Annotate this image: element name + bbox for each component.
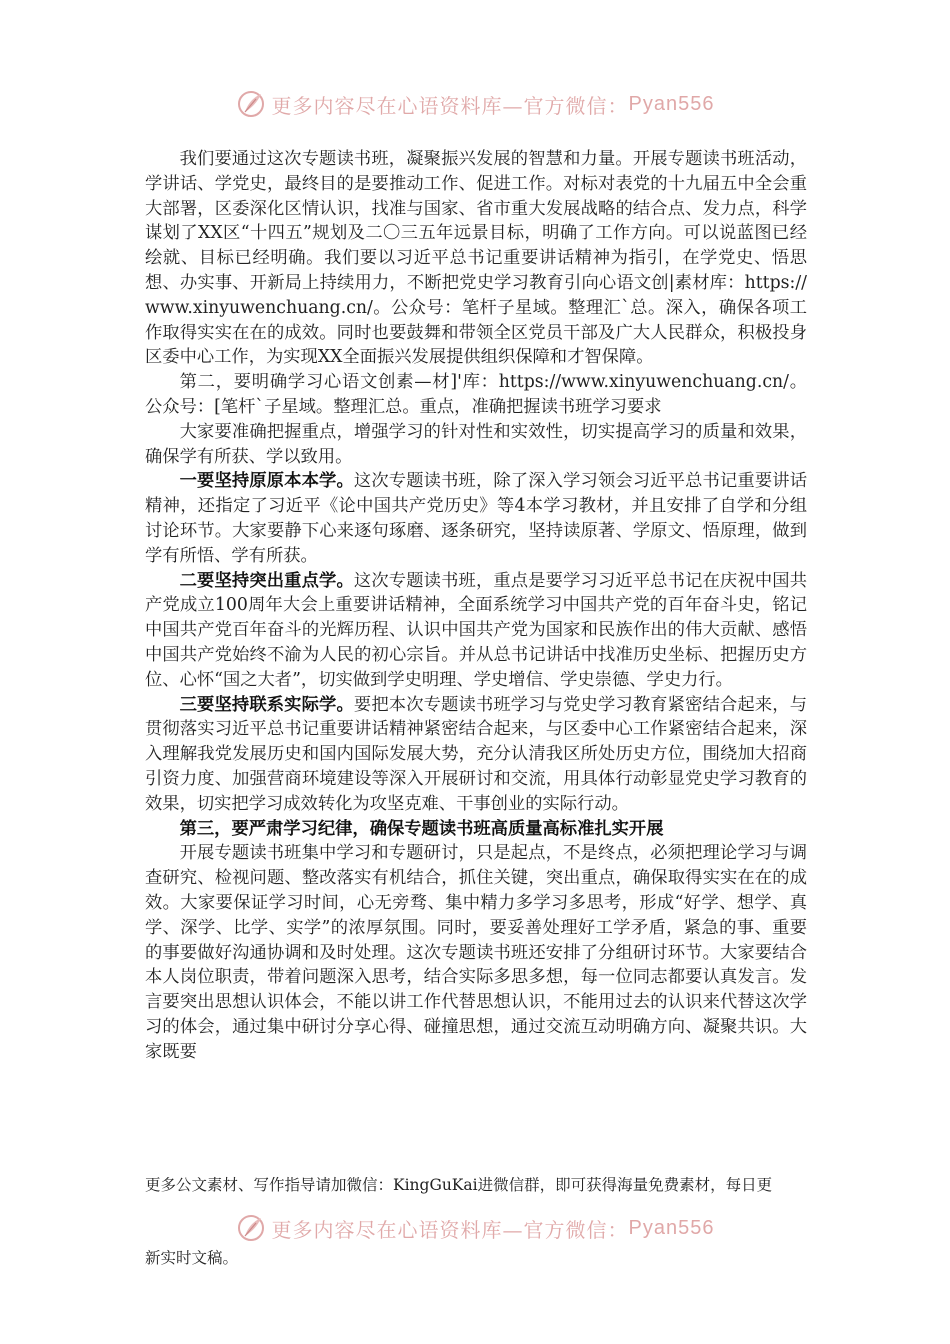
section-three-heading: 第三，要严肃学习纪律，确保专题读书班高质量高标准扎实开展 xyxy=(179,818,664,839)
banner-wechat-id: Pyan556 xyxy=(628,92,715,115)
feather-logo-icon xyxy=(236,89,266,119)
feather-logo-icon xyxy=(236,1213,266,1243)
header-watermark-banner xyxy=(0,84,950,124)
footer-promo-line: 更多公文素材、写作指导请加微信：KingGuKai进微信群，即可获得海量免费素材，每日更 xyxy=(145,1176,773,1194)
paragraph-section-two: 第二，要明确学习心语文创素—材]'库：https://www.xinyuwenchuang.cn/。公众号：[笔杆`子星域。整理汇总。重点，准确把握读书班学习要求 xyxy=(145,372,807,417)
footer-watermark-banner xyxy=(0,1208,950,1248)
footer-promo-line-continued: 新实时文稿。 xyxy=(145,1249,239,1267)
paragraph-discipline: 开展专题读书班集中学习和专题研讨，只是起点，不是终点，必须把理论学习与调查研究、检视问题、整改落实有机结合，抓住关键，突出重点，确保取得实实在在的成效。大家要保证学习时间，心无旁骛、集中精力多学习多思考，形成“好学、想学、真学、深学、比学、实学”的浓厚氛围。同时，要妥善处理好工学矛盾，紧急的事、重要的事要做好沟通协调和及时处理。这次专题读书班还安排了分组研讨环节。大家要结合本人岗位职责，带着问题深入思考，结合实际多思多想，每一位同志都要认真发言。发言要突出思想认识体会，不能以讲工作代替思想认识，不能用过去的认识来代替这次学习的体会，通过集中研讨分享心得、碰撞思想，通过交流互动明确方向、凝聚共识。大家既要 xyxy=(145,843,807,1062)
paragraph-point-two: 二要坚持突出重点学。这次专题读书班，重点是要学习习近平总书记在庆祝中国共产党成立100周年大会上重要讲话精神，全面系统学习中国共产党的百年奋斗史，铭记中国共产党百年奋斗的光辉历程、认识中国共产党为国家和民族作出的伟大贡献、感悟中国共产党始终不渝为人民的初心宗旨。并从总书记讲话中找准历史坐标、把握历史方位、心怀“国之大者”，切实做到学史明理、学史增信、学史崇德、学史力行。 xyxy=(145,570,807,690)
document-body xyxy=(145,147,807,1064)
banner-wechat-id: Pyan556 xyxy=(628,1216,715,1239)
paragraph-focus: 大家要准确把握重点，增强学习的针对性和实效性，切实提高学习的质量和效果，确保学有所获、学以致用。 xyxy=(145,421,807,467)
paragraph-point-one: 一要坚持原原本本学。这次专题读书班，除了深入学习领会习近平总书记重要讲话精神，还指定了习近平《论中国共产党历史》等4本学习教材，并且安排了自学和分组讨论环节。大家要静下心来逐句琢磨、逐条研究，坚持读原著、学原文、悟原理，做到学有所悟、学有所获。 xyxy=(145,471,807,566)
paragraph-intro: 我们要通过这次专题读书班，凝聚振兴发展的智慧和力量。开展专题读书班活动，学讲话、学党史，最终目的是要推动工作、促进工作。对标对表党的十九届五中全会重大部署，区委深化区情认识，找准与国家、省市重大发展战略的结合点、发力点，科学谋划了XX区“十四五”规划及二〇三五年远景目标，明确了工作方向。可以说蓝图已经绘就、目标已经明确。我们要以习近平总书记重要讲话精神为指引，在学党史、悟思想、办实事、开新局上持续用力，不断把党史学习教育引向心语文创|素材库：https://www.xinyuwenchuang.cn/。公众号：笔杆子星域。整理汇`总。深入，确保各项工作取得实实在在的成效。同时也要鼓舞和带领全区党员干部及广大人民群众，积极投身区委中心工作，为实现XX全面振兴发展提供组织保障和才智保障。 xyxy=(145,149,807,368)
banner-text: 更多内容尽在心语资料库—官方微信： xyxy=(271,1217,629,1242)
banner-text: 更多内容尽在心语资料库—官方微信： xyxy=(271,93,629,118)
paragraph-point-three: 三要坚持联系实际学。要把本次专题读书班学习与党史学习教育紧密结合起来，与贯彻落实习近平总书记重要讲话精神紧密结合起来，与区委中心工作紧密结合起来，深入理解我党发展历史和国内国际发展大势，充分认清我区所处历史方位，围绕加大招商引资力度、加强营商环境建设等深入开展研讨和交流，用具体行动彰显党史学习教育的效果，切实把学习成效转化为攻坚克难、干事创业的实际行动。 xyxy=(145,694,807,814)
